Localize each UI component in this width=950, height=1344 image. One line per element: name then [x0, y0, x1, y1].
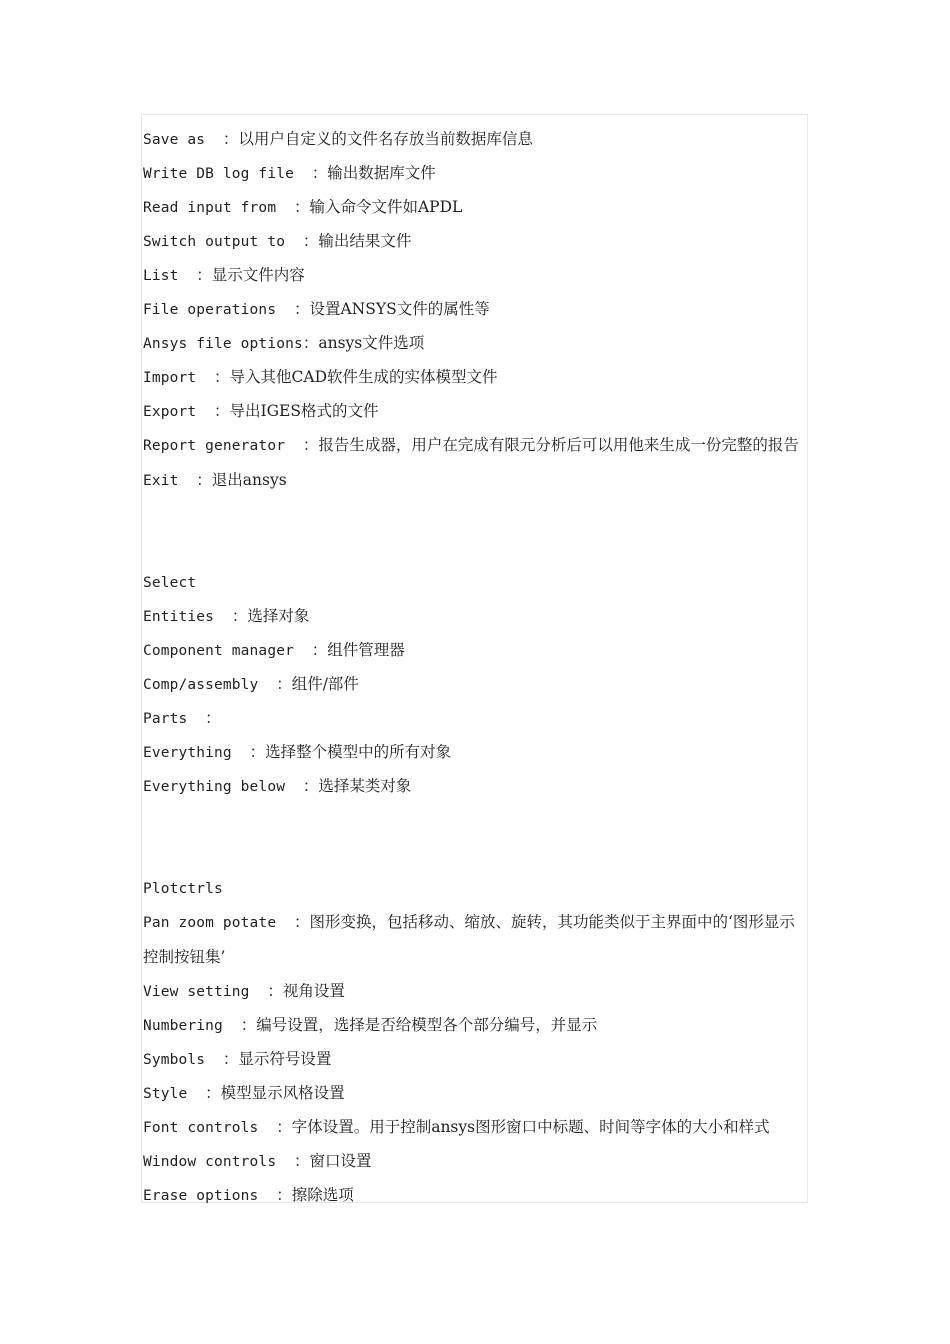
plotctrls-item-font-controls [143, 1110, 807, 1144]
item-desc: ：设置ANSYS文件的属性等 [293, 300, 490, 318]
file-item-save-as [143, 122, 807, 156]
select-item-component-manager [143, 633, 807, 667]
item-desc: ：选择某类对象 [302, 777, 412, 795]
section-heading-plotctrls [143, 871, 807, 905]
item-term: Read input from [143, 200, 294, 216]
select-item-everything-below [143, 769, 807, 803]
spacer [143, 497, 807, 531]
item-term: Style [143, 1086, 206, 1102]
item-term: Export [143, 404, 215, 420]
item-desc: ：编号设置，选择是否给模型各个部分编号，并显示 [240, 1016, 598, 1034]
plotctrls-item-style [143, 1076, 807, 1110]
file-item-export [143, 394, 807, 428]
item-term: Font controls [143, 1120, 277, 1136]
item-term: Erase options [143, 1188, 277, 1204]
select-item-entities [143, 599, 807, 633]
item-term: Report generator [143, 438, 303, 454]
item-term: List [143, 268, 197, 284]
item-term: Everything [143, 745, 250, 761]
document-body [143, 122, 807, 1212]
spacer [143, 531, 807, 565]
select-item-parts [143, 701, 807, 735]
spacer [143, 837, 807, 871]
file-item-ansys-file-options [143, 326, 807, 360]
item-desc: ：模型显示风格设置 [205, 1084, 345, 1102]
item-desc: ：输出数据库文件 [311, 164, 436, 182]
file-item-exit [143, 463, 807, 497]
item-term: Save as [143, 132, 223, 148]
item-term: Switch output to [143, 234, 303, 250]
file-item-switch-output [143, 224, 807, 258]
item-desc: ：图形变换，包括移动、缩放、旋转，其功能类似于主界面中的‘图形显示控制按钮集’ [143, 913, 795, 966]
heading-text: Select [143, 575, 197, 591]
item-term: Numbering [143, 1018, 241, 1034]
item-desc: ：字体设置。用于控制ansys图形窗口中标题、时间等字体的大小和样式 [276, 1118, 770, 1136]
plotctrls-item-pan-zoom [143, 905, 807, 974]
item-desc: ：报告生成器，用户在完成有限元分析后可以用他来生成一份完整的报告 [302, 436, 799, 454]
item-term: Pan zoom potate [143, 915, 294, 931]
item-desc: ：组件管理器 [311, 641, 405, 659]
select-item-everything [143, 735, 807, 769]
plotctrls-item-view-setting [143, 974, 807, 1008]
item-desc: ：导入其他CAD软件生成的实体模型文件 [214, 368, 498, 386]
item-term: Window controls [143, 1154, 294, 1170]
item-term: View setting [143, 984, 268, 1000]
item-term: Parts [143, 711, 206, 727]
plotctrls-item-window-controls [143, 1144, 807, 1178]
item-term: File operations [143, 302, 294, 318]
plotctrls-item-erase-options [143, 1178, 807, 1212]
item-desc: ：以用户自定义的文件名存放当前数据库信息 [222, 130, 533, 148]
spacer [143, 803, 807, 837]
item-term: Exit [143, 473, 197, 489]
item-desc: ：输入命令文件如APDL [293, 198, 463, 216]
plotctrls-item-numbering [143, 1008, 807, 1042]
file-item-list [143, 258, 807, 292]
item-desc: ：导出IGES格式的文件 [214, 402, 379, 420]
item-term: Entities [143, 609, 232, 625]
item-desc: ：ansys文件选项 [302, 334, 425, 352]
file-item-import [143, 360, 807, 394]
item-term: Component manager [143, 643, 312, 659]
select-item-comp-assembly [143, 667, 807, 701]
section-heading-select [143, 565, 807, 599]
item-term: Import [143, 370, 215, 386]
item-desc: ：视角设置 [267, 982, 345, 1000]
item-desc: ：窗口设置 [293, 1152, 372, 1170]
item-desc: ：选择对象 [231, 607, 310, 625]
plotctrls-item-symbols [143, 1042, 807, 1076]
item-term: Ansys file options [143, 336, 303, 352]
item-desc: ：擦除选项 [276, 1186, 354, 1204]
file-item-write-db-log [143, 156, 807, 190]
item-desc: ：选择整个模型中的所有对象 [249, 743, 452, 761]
item-term: Everything below [143, 779, 303, 795]
item-desc: ： [205, 709, 221, 727]
file-item-file-operations [143, 292, 807, 326]
item-desc: ：输出结果文件 [302, 232, 412, 250]
item-desc: ：显示符号设置 [222, 1050, 332, 1068]
item-term: Write DB log file [143, 166, 312, 182]
heading-text: Plotctrls [143, 881, 223, 897]
item-desc: ：组件/部件 [276, 675, 359, 693]
file-item-report-generator [143, 428, 807, 463]
item-term: Symbols [143, 1052, 223, 1068]
item-desc: ：退出ansys [196, 471, 287, 489]
item-term: Comp/assembly [143, 677, 277, 693]
item-desc: ：显示文件内容 [196, 266, 305, 284]
file-item-read-input [143, 190, 807, 224]
